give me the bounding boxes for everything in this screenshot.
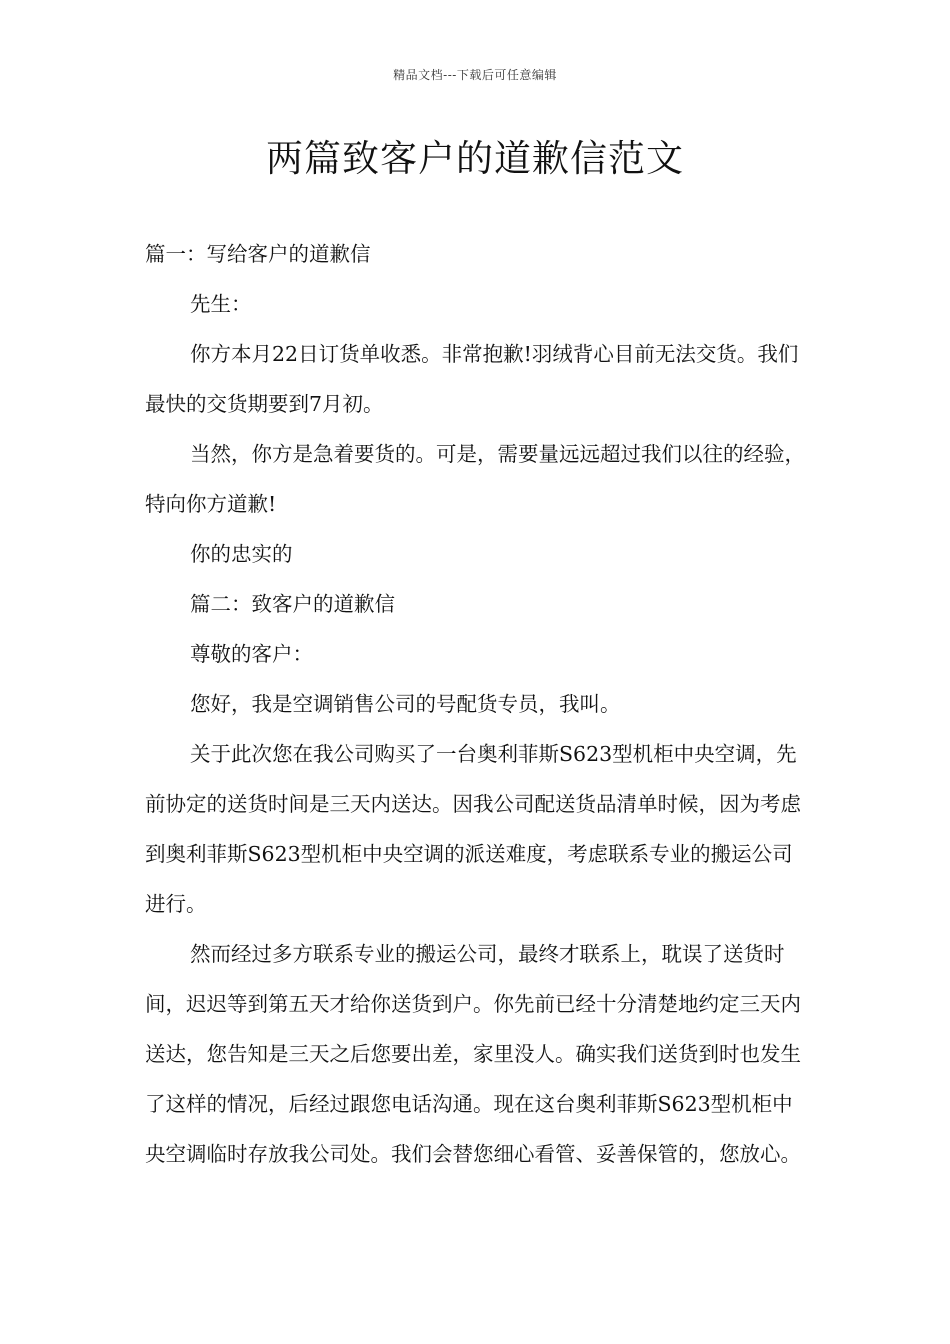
- salutation-1: 先生：: [190, 292, 252, 316]
- header-note: 精品文档---下载后可任意编辑: [393, 68, 557, 82]
- paragraph: 然而经过多方联系专业的搬运公司，最终才联系上，耽误了送货时间，迟迟等到第五天才给你送货到户。你先前已经十分清楚地约定三天内送达，您告知是三天之后您要出差，家里没人。确实我们送货到时也发生了这样的情况，后经过跟您电话沟通。现在这台奥利菲斯S623型机柜中央空调临时存放我公司处。我们会替您细心看管、妥善保管的，您放心。: [145, 942, 801, 1166]
- paragraph: 当然，你方是急着要货的。可是，需要量远远超过我们以往的经验，特向你方道歉!: [145, 442, 805, 516]
- document-title: 两篇致客户的道歉信范文: [266, 137, 684, 180]
- paragraph: 您好，我是空调销售公司的号配货专员，我叫。: [190, 692, 621, 716]
- section-heading-1: 篇一：写给客户的道歉信: [145, 242, 371, 266]
- paragraph: 关于此次您在我公司购买了一台奥利菲斯S623型机柜中央空调，先前协定的送货时间是三天内送达。因我公司配送货品清单时候，因为考虑到奥利菲斯S623型机柜中央空调的派送难度，考虑联系专业的搬运公司进行。: [145, 742, 801, 916]
- section-heading-2: 篇二：致客户的道歉信: [190, 592, 395, 616]
- closing-1: 你的忠实的: [190, 542, 293, 566]
- paragraph: 你方本月22日订货单收悉。非常抱歉!羽绒背心目前无法交货。我们最快的交货期要到7月初。: [145, 342, 799, 416]
- document-body: [145, 229, 810, 1179]
- salutation-2: 尊敬的客户：: [190, 642, 313, 666]
